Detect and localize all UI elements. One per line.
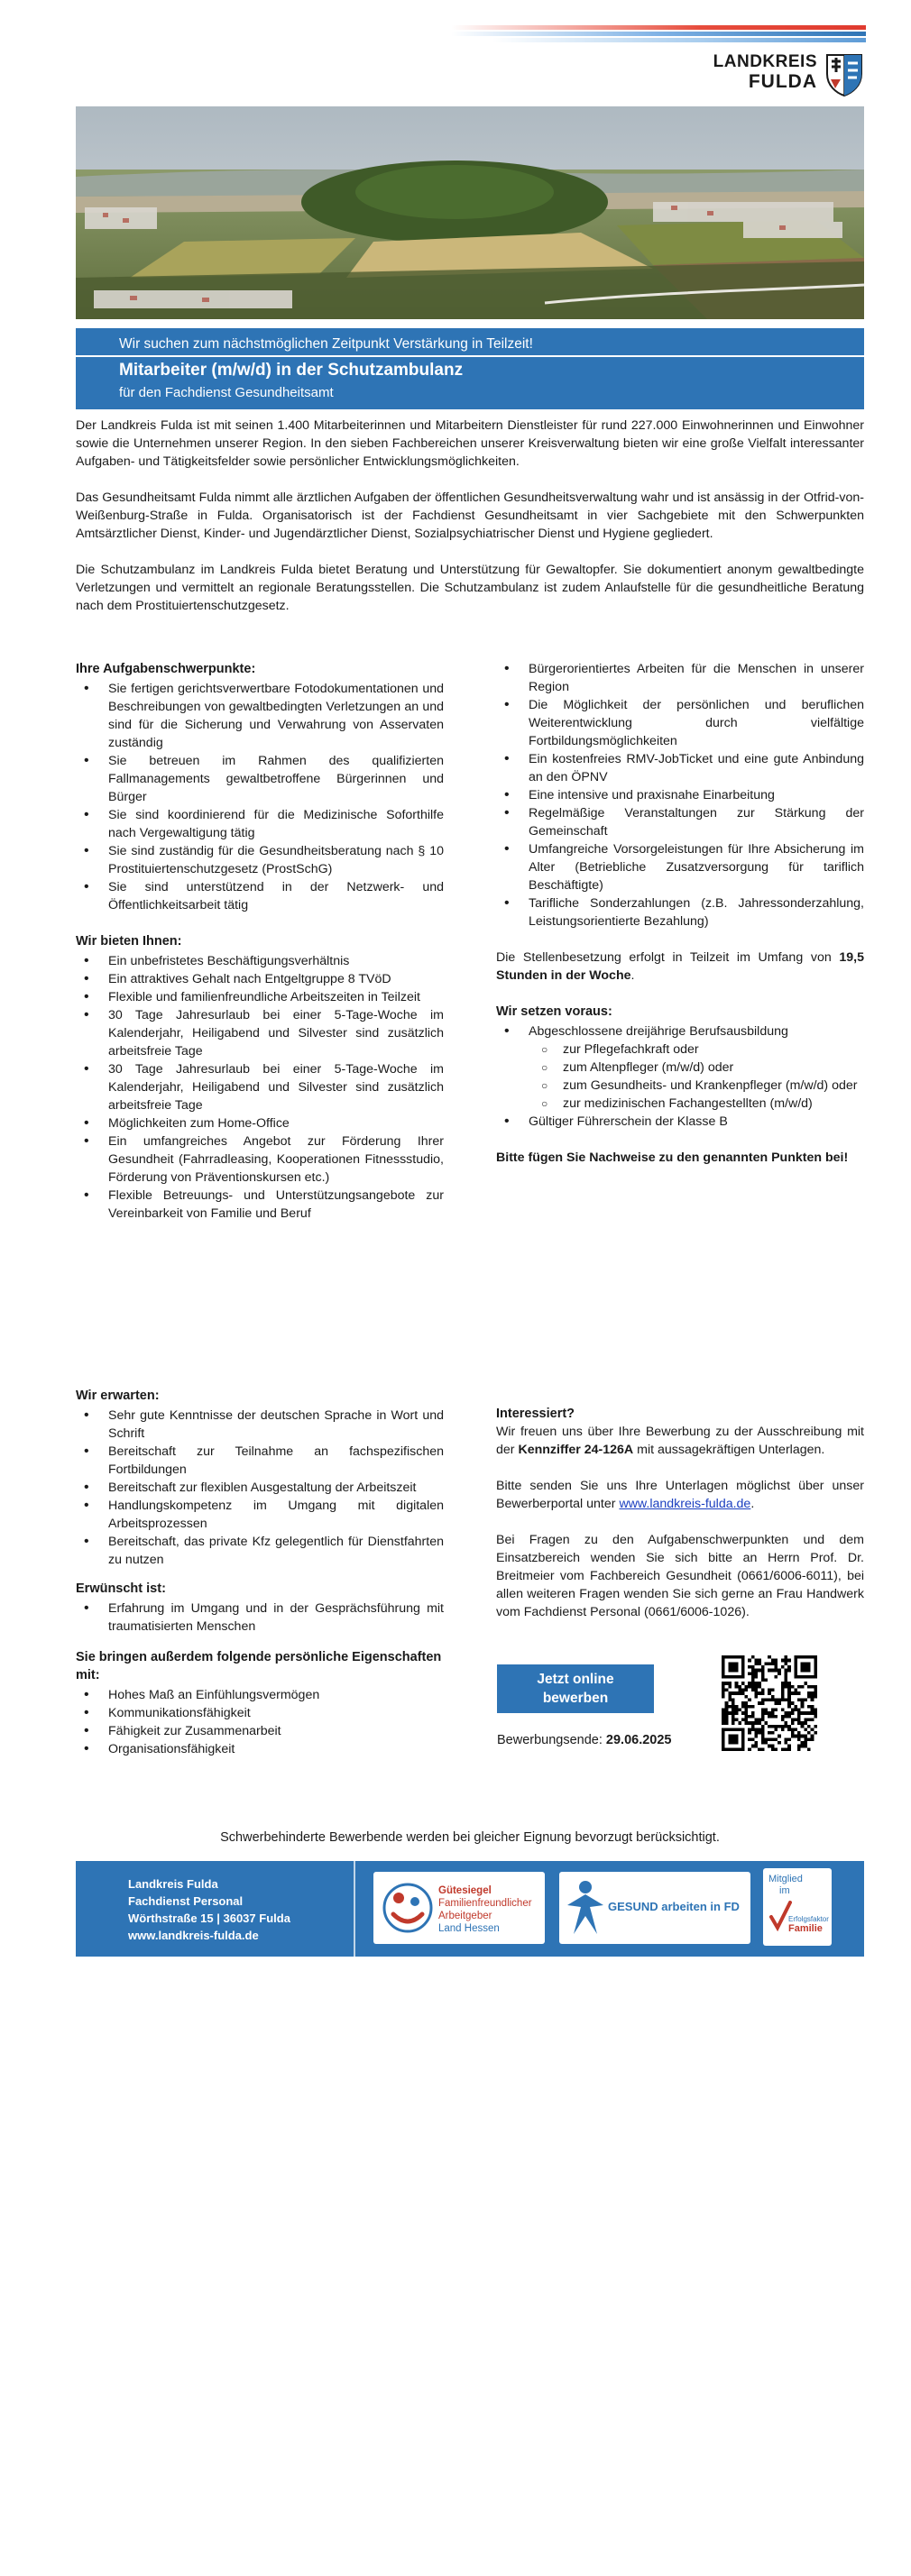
list-item: • 30 Tage Jahresurlaub bei einer 5-Tage-Woche im Kalenderjahr, Heiligabend und Silvester sind zusätzlich arbeitsfreie Tage xyxy=(108,1006,444,1060)
hours-text xyxy=(496,949,864,985)
deadline-date: 29.06.2025 xyxy=(605,1733,672,1747)
offer-list xyxy=(76,952,444,1223)
footer xyxy=(76,1861,864,1957)
deadline xyxy=(497,1733,672,1747)
hours-value: 19,5 Stunden in der Woche xyxy=(496,950,864,983)
apply-section xyxy=(496,1405,864,1621)
list-item: • Flexible Betreuungs- und Unterstützungsangebote zur Vereinbarkeit von Familie und Beruf xyxy=(108,1187,444,1223)
list-item: • Sehr gute Kenntnisse der deutschen Sprache in Wort und Schrift xyxy=(108,1407,444,1443)
list-item: • Die Möglichkeit der persönlichen und beruflichen Weiterentwicklung durch vielfältige Fortbildungsmöglichkeiten xyxy=(529,696,864,750)
left-column-top xyxy=(76,660,444,1223)
proof-note: Bitte fügen Sie Nachweise zu den genannten Punkten bei! xyxy=(496,1150,849,1165)
list-item: • Handlungskompetenz im Umgang mit digitalen Arbeitsprozessen xyxy=(108,1497,444,1533)
list-item: ○ zur Pflegefachkraft oder xyxy=(563,1040,864,1059)
seal3-line1: Mitglied xyxy=(768,1874,803,1884)
portal-text: Bitte senden Sie uns Ihre Unterlagen möglichst über unser Bewerberportal unter xyxy=(496,1479,864,1511)
apply-paragraph-2 xyxy=(496,1477,864,1513)
list-item: • Hohes Maß an Einfühlungsvermögen xyxy=(108,1686,444,1704)
require-heading: Wir setzen voraus: xyxy=(496,1004,612,1019)
list-item: ○ zum Altenpfleger (m/w/d) oder xyxy=(563,1059,864,1077)
apply-paragraph-1 xyxy=(496,1423,864,1459)
list-item: • Flexible und familienfreundliche Arbeitszeiten in Teilzeit xyxy=(108,988,444,1006)
require-sublist xyxy=(529,1040,864,1113)
offer-list-continued xyxy=(496,660,864,930)
seal1-line1: Gütesiegel xyxy=(438,1885,492,1896)
landscape-photo xyxy=(76,106,864,319)
traits-heading: Sie bringen außerdem folgende persönliche Eigenschaften mit: xyxy=(76,1650,442,1682)
list-item: • Sie sind unterstützend in der Netzwerk- und Öffentlichkeitsarbeit tätig xyxy=(108,878,444,914)
landkreis-logo xyxy=(704,50,866,99)
offer-heading: Wir bieten Ihnen: xyxy=(76,934,182,949)
seal1-line4: Land Hessen xyxy=(438,1923,500,1934)
list-item: • Sie betreuen im Rahmen des qualifizierten Fallmanagements gewaltbetroffene Bürgerinnen und Bürger xyxy=(108,752,444,806)
seal3-line4: Familie xyxy=(788,1923,823,1934)
portal-text-end: . xyxy=(750,1497,755,1511)
qr-code-icon xyxy=(722,1655,817,1751)
list-item: • Ein umfangreiches Angebot zur Förderung Ihrer Gesundheit (Fahrradleasing, Kooperationen Fitnessstudio, Förderung von Präventionskursen etc.) xyxy=(108,1132,444,1187)
tasks-list xyxy=(76,680,444,914)
list-item xyxy=(529,1022,864,1113)
require-list xyxy=(496,1022,864,1131)
desired-list xyxy=(76,1600,444,1636)
seal3-line3: Erfolgsfaktor xyxy=(788,1915,829,1923)
qr-code[interactable] xyxy=(722,1655,817,1751)
reference-number: Kennziffer 24-126A xyxy=(518,1443,634,1457)
list-item: • Sie sind koordinierend für die Medizinische Soforthilfe nach Vergewaltigung tätig xyxy=(108,806,444,842)
job-title: Mitarbeiter (m/w/d) in der Schutzambulanz xyxy=(119,361,464,380)
list-item: • Umfangreiche Vorsorgeleistungen für Ihre Absicherung im Alter (Betriebliche Zusatzversorgung für tariflich Beschäftigte) xyxy=(529,840,864,894)
logo-line-2: FULDA xyxy=(748,71,817,92)
list-item: • Ein attraktives Gehalt nach Entgeltgruppe 8 TVöD xyxy=(108,970,444,988)
list-item: • Fähigkeit zur Zusammenarbeit xyxy=(108,1722,444,1740)
list-item: • Bürgerorientiertes Arbeiten für die Menschen in unserer Region xyxy=(529,660,864,696)
list-item: • Bereitschaft zur Teilnahme an fachspezifischen Fortbildungen xyxy=(108,1443,444,1479)
list-item: • Organisationsfähigkeit xyxy=(108,1740,444,1758)
logo-line-1: LANDKREIS xyxy=(713,52,817,71)
portal-link[interactable]: www.landkreis-fulda.de xyxy=(619,1497,751,1511)
tasks-heading: Ihre Aufgabenschwerpunkte: xyxy=(76,662,256,676)
right-column-top xyxy=(496,660,864,1167)
disclaimer: Schwerbehinderte Bewerbende werden bei gleicher Eignung bevorzugt berücksichtigt. xyxy=(220,1830,720,1845)
contact-paragraph: Bei Fragen zu den Aufgabenschwerpunkten und dem Einsatzbereich wenden Sie sich bitte an Herrn Prof. Dr. Breitmeier vom Fachbereich Gesundheit (0661/6006-6011), bei allen weiteren Fragen wenden Sie sich gerne an Frau Handwerk vom Fachdienst Personal (0661/6006-1026). xyxy=(496,1533,864,1619)
hours-text-end: . xyxy=(630,968,635,983)
apply-button-label: Jetzt online bewerben xyxy=(537,1672,614,1706)
list-item: • Möglichkeiten zum Home-Office xyxy=(108,1114,444,1132)
apply-text: Wir freuen uns über Ihre Bewerbung zu der Ausschreibung mit der xyxy=(496,1425,864,1457)
intro-paragraph-3: Die Schutzambulanz im Landkreis Fulda bietet Beratung und Unterstützung für Gewaltopfer. Sie dokumentiert anonym gewaltbedingte Verletzungen und vermittelt an regionale Beratungsstellen. Die Schutzambulanz ist zudem Anlaufstelle für die gesundheitliche Beratung nach dem Prostituiertenschutzgesetz. xyxy=(76,563,864,613)
seal3-line2: im xyxy=(779,1885,790,1896)
footer-dept: Fachdienst Personal xyxy=(128,1894,244,1908)
list-item: • Bereitschaft zur flexiblen Ausgestaltung der Arbeitszeit xyxy=(108,1479,444,1497)
banner-subtitle: Wir suchen zum nächstmöglichen Zeitpunkt Verstärkung in Teilzeit! xyxy=(119,336,533,352)
list-item: • Erfahrung im Umgang und in der Gesprächsführung mit traumatisierten Menschen xyxy=(108,1600,444,1636)
hours-text-prefix: Die Stellenbesetzung erfolgt in Teilzeit im Umfang von xyxy=(496,950,840,965)
seal2-text: GESUND arbeiten in FD xyxy=(608,1900,740,1913)
seal-erfolgsfaktor-familie xyxy=(763,1868,832,1946)
footer-org: Landkreis Fulda xyxy=(128,1877,218,1891)
list-item: ○ zur medizinischen Fachangestellten (m/w/d) xyxy=(563,1095,864,1113)
list-item: • Regelmäßige Veranstaltungen zur Stärkung der Gemeinschaft xyxy=(529,804,864,840)
department: für den Fachdienst Gesundheitsamt xyxy=(119,385,334,400)
apply-heading: Interessiert? xyxy=(496,1407,575,1421)
seal-gesund-arbeiten xyxy=(559,1872,750,1944)
coat-of-arms-icon xyxy=(824,52,864,97)
list-item: • Ein unbefristetes Beschäftigungsverhältnis xyxy=(108,952,444,970)
title-banner xyxy=(76,328,864,409)
footer-website[interactable]: www.landkreis-fulda.de xyxy=(128,1929,259,1942)
expect-heading: Wir erwarten: xyxy=(76,1389,160,1403)
list-item: • Kommunikationsfähigkeit xyxy=(108,1704,444,1722)
intro-paragraph-1: Der Landkreis Fulda ist mit seinen 1.400 Mitarbeiterinnen und Mitarbeitern Dienstleister für rund 227.000 Einwohnerinnen und Einwohner sowie die Unternehmen unserer Region. In den sieben Fachbereichen unserer Kreisverwaltung bieten wir eine große Vielfalt interessanter Aufgaben- und Tätigkeitsfelder sowie persönlicher Entwicklungsmöglichkeiten. xyxy=(76,418,864,469)
apply-text-end: mit aussagekräftigen Unterlagen. xyxy=(633,1443,825,1457)
footer-address xyxy=(128,1875,290,1944)
list-item: • 30 Tage Jahresurlaub bei einer 5-Tage-Woche im Kalenderjahr, Heiligabend und Silvester sind zusätzlich arbeitsfreie Tage xyxy=(108,1060,444,1114)
seal1-line3: Arbeitgeber xyxy=(438,1911,492,1921)
list-item: • Ein kostenfreies RMV-JobTicket und eine gute Anbindung an den ÖPNV xyxy=(529,750,864,786)
header-stripes xyxy=(451,25,866,45)
expect-list xyxy=(76,1407,444,1569)
intro-section xyxy=(76,417,864,615)
person-star-icon xyxy=(565,1878,606,1938)
footer-street: Wörthstraße 15 | 36037 Fulda xyxy=(128,1911,290,1925)
list-item: • Gültiger Führerschein der Klasse B xyxy=(529,1113,864,1131)
list-item: • Eine intensive und praxisnahe Einarbeitung xyxy=(529,786,864,804)
require-training: Abgeschlossene dreijährige Berufsausbildung xyxy=(529,1024,788,1039)
list-item: • Bereitschaft, das private Kfz gelegentlich für Dienstfahrten zu nutzen xyxy=(108,1533,444,1569)
left-column-bottom xyxy=(76,1387,444,1758)
deadline-label: Bewerbungsende: xyxy=(497,1733,606,1747)
list-item: • Sie fertigen gerichtsverwertbare Fotodokumentationen und Beschreibungen von gewaltbedingten Verletzungen an und sind für die Sicherung und Verwahrung von Asservaten zuständig xyxy=(108,680,444,752)
apply-online-button[interactable] xyxy=(497,1664,654,1713)
family-seal-icon xyxy=(381,1876,435,1939)
seal1-line2: Familienfreundlicher xyxy=(438,1898,532,1909)
list-item: ○ zum Gesundheits- und Krankenpfleger (m/w/d) oder xyxy=(563,1077,864,1095)
list-item: • Tarifliche Sonderzahlungen (z.B. Jahressonderzahlung, Leistungsorientierte Bezahlung) xyxy=(529,894,864,930)
desired-heading: Erwünscht ist: xyxy=(76,1581,166,1596)
list-item: • Sie sind zuständig für die Gesundheitsberatung nach § 10 Prostituiertenschutzgesetz (ProstSchG) xyxy=(108,842,444,878)
intro-paragraph-2: Das Gesundheitsamt Fulda nimmt alle ärztlichen Aufgaben der öffentlichen Gesundheitsverwaltung wahr und ist ansässig in der Otfrid-von-Weißenburg-Straße in Fulda. Organisatorisch ist der Fachdienst Gesundheitsamt in vier Sachgebiete mit den Schwerpunkten Amtsärztlicher Dienst, Kinder- und Jugendärztlicher Dienst, Sozialpsychiatrischer Dienst und Hygiene gegliedert. xyxy=(76,490,864,541)
seal-family-friendly-employer xyxy=(373,1872,545,1944)
traits-list xyxy=(76,1686,444,1758)
